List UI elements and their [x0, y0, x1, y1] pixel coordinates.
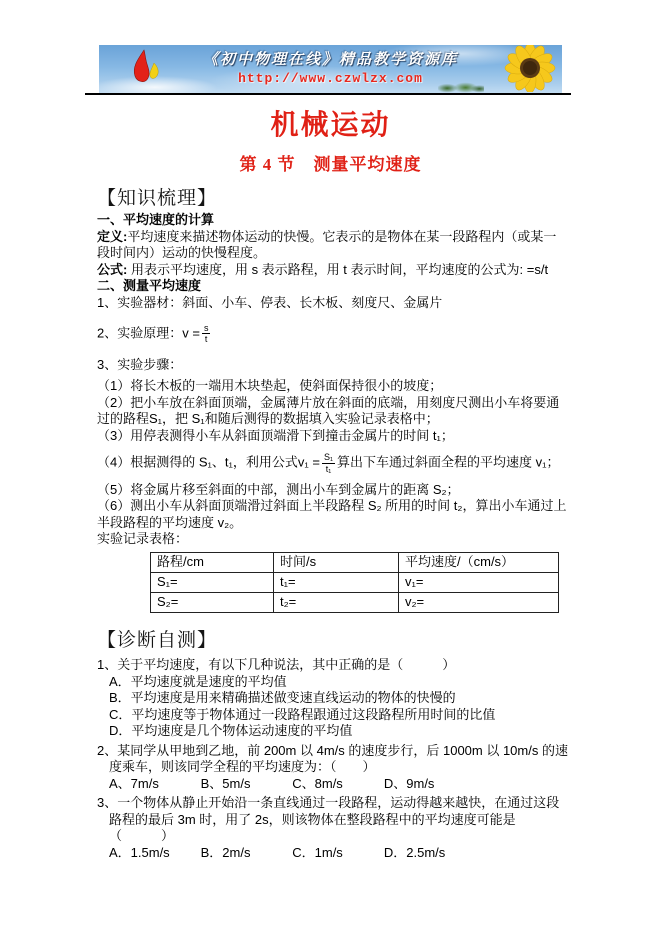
- fraction-numerator: S₁: [324, 452, 334, 463]
- step-5: （5）将金属片移至斜面的中部，测出小车到金属片的距离 S₂；: [97, 481, 460, 497]
- table-cell-t1: t₁=: [274, 572, 399, 592]
- experiment-steps-label: 3、实验步骤：: [97, 356, 183, 372]
- table-cell-v2: v₂=: [399, 592, 559, 612]
- fraction-denominator: t₁: [325, 463, 332, 474]
- question-3-option-a: A．1.5m/s: [109, 844, 170, 860]
- table-cell-t2: t₂=: [274, 592, 399, 612]
- definition-paragraph: [97, 229, 569, 262]
- section-header-selftest: 【诊断自测】: [97, 629, 218, 651]
- selftest-section: [97, 657, 569, 861]
- question-1: 1、关于平均速度，有以下几种说法，其中正确的是（ ）: [97, 657, 456, 673]
- question-1-option-d: D．平均速度是几个物体运动速度的平均值: [109, 723, 353, 739]
- knowledge-heading-2: 二、测量平均速度: [97, 278, 202, 293]
- table-cell-s2: S₂=: [151, 592, 274, 612]
- knowledge-heading-1: 一、平均速度的计算: [97, 212, 215, 227]
- table-header-time: 时间/s: [274, 552, 399, 572]
- experiment-record-table: [150, 552, 559, 613]
- formula-paragraph: [97, 262, 569, 279]
- banner-url-link: http://www.czwlzx.com: [238, 71, 423, 86]
- table-cell-s1: S₁=: [151, 572, 274, 592]
- question-2-option-c: C、8m/s: [292, 775, 343, 791]
- question-2-option-b: B、5m/s: [200, 775, 251, 791]
- banner-text-block: [99, 48, 562, 86]
- question-1-option-c: C．平均速度等于物体通过一段路程跟通过这段路程所用时间的比值: [109, 706, 496, 722]
- site-banner: [99, 45, 562, 93]
- question-3-option-b: B．2m/s: [200, 844, 251, 860]
- step-2: （2）把小车放在斜面顶端，金属薄片放在斜面的底端，用刻度尺测出小车将要通过的路程S₁，把 S₁和随后测得的数据填入实验记录表格中；: [97, 394, 560, 427]
- question-2-option-d: D、9m/s: [383, 775, 435, 791]
- table-header-row: [151, 552, 559, 572]
- question-1-option-b: B．平均速度是用来精确描述做变速直线运动的物体的快慢的: [109, 690, 456, 706]
- table-header-speed: 平均速度/（cm/s）: [399, 552, 559, 572]
- table-caption: 实验记录表格：: [97, 531, 189, 547]
- table-header-distance: 路程/cm: [151, 552, 274, 572]
- step-4-fraction: [322, 452, 335, 474]
- question-3-option-c: C．1m/s: [292, 844, 343, 860]
- leaves-icon: [438, 81, 484, 93]
- step-1: （1）将长木板的一端用木块垫起，使斜面保持很小的坡度；: [97, 378, 443, 394]
- formula-text: 用表示平均速度，用 s 表示路程，用 t 表示时间，平均速度的公式为: =s/t: [127, 261, 549, 277]
- question-2: 2、某同学从甲地到乙地，前 200m 以 4m/s 的速度步行，后 1000m 以 10m/s 的速度乘车，则该同学全程的平均速度为：（ ）: [97, 742, 568, 775]
- question-2-options: [97, 776, 569, 793]
- fraction-denominator: t: [204, 334, 208, 345]
- question-1-option-a: A．平均速度就是速度的平均值: [109, 673, 287, 689]
- experiment-materials: 1、实验器材：斜面、小车、停表、长木板、刻度尺、金属片: [97, 294, 443, 310]
- step-4-post: 算出下车通过斜面全程的平均速度 v₁；: [337, 454, 560, 470]
- page-subtitle: 第 4 节 测量平均速度: [239, 155, 422, 174]
- sunflower-icon: [502, 45, 558, 93]
- step-4: [97, 452, 569, 474]
- fraction-numerator: s: [203, 323, 209, 333]
- question-3-options: [97, 845, 569, 862]
- page-title: 机械运动: [270, 110, 391, 141]
- table-cell-v1: v₁=: [399, 572, 559, 592]
- principle-text: 2、实验原理：v =: [97, 325, 200, 341]
- step-6: （6）测出小车从斜面顶端滑过斜面上半段路程 S₂ 所用的时间 t₂，算出小车通过上半段路程的平均速度 v₂。: [97, 498, 567, 530]
- step-3: （3）用停表测得小车从斜面顶端滑下到撞击金属片的时间 t₁；: [97, 427, 454, 443]
- experiment-principle: [97, 323, 569, 345]
- principle-fraction: [202, 323, 211, 345]
- step-4-pre: （4）根据测得的 S₁、t₁，利用公式v₁ =: [97, 454, 320, 470]
- question-3: 3、一个物体从静止开始沿一条直线通过一段路程，运动得越来越快，在通过这段路程的最后 3m 时，用了 2s，则该物体在整段路程中的平均速度可能是 （ ）: [97, 795, 560, 844]
- table-row: [151, 572, 559, 592]
- section-header-knowledge: 【知识梳理】: [97, 188, 218, 209]
- banner-title: 《初中物理在线》精品教学资源库: [202, 52, 458, 68]
- question-2-option-a: A、7m/s: [109, 775, 159, 791]
- definition-text: 平均速度来描述物体运动的快慢。它表示的是物体在某一段路程内（或某一段时间内）运动的快慢程度。: [97, 228, 557, 260]
- knowledge-section: [97, 212, 569, 861]
- definition-label: 定义:: [97, 228, 128, 244]
- question-3-option-d: D．2.5m/s: [383, 844, 446, 860]
- table-row: [151, 592, 559, 612]
- divider-line: [85, 93, 571, 95]
- formula-label: 公式:: [97, 261, 128, 277]
